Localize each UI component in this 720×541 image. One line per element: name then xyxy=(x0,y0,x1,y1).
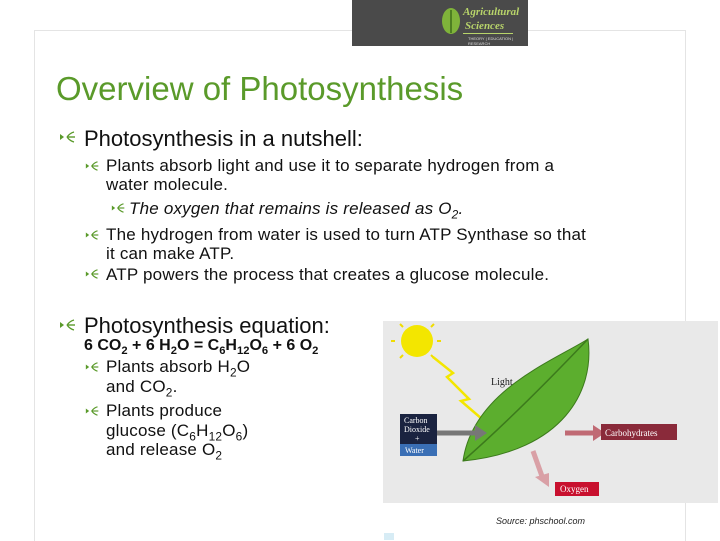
oxygen-label: Oxygen xyxy=(560,484,589,494)
nutshell-bullet-3: ATP powers the process that creates a glucose molecule. xyxy=(106,265,550,284)
corner-mark xyxy=(384,533,394,540)
bullet-text: Plants absorb H xyxy=(106,357,230,376)
logo xyxy=(352,0,528,46)
equation-heading: Photosynthesis equation: xyxy=(84,313,330,338)
bullet-text: O xyxy=(222,421,236,440)
logo-tagline: THEORY | EDUCATION | RESEARCH xyxy=(468,36,514,46)
bullet-text: H xyxy=(196,421,209,440)
eq-part: O xyxy=(249,337,262,354)
equation-bullet-2-line1: Plants produce xyxy=(106,401,223,420)
subscript: 2 xyxy=(215,448,223,463)
logo-divider xyxy=(463,33,513,34)
eq-part: + 6 H xyxy=(127,337,171,354)
bullet-text: O xyxy=(236,357,251,376)
plus-label: + xyxy=(415,434,420,443)
diagram-svg xyxy=(383,321,718,503)
logo-text-2: Sciences xyxy=(465,20,505,32)
eq-part: O = C xyxy=(176,337,220,354)
light-label: Light xyxy=(491,377,513,388)
light-bolt-icon xyxy=(433,357,489,425)
nutshell-subbullet xyxy=(129,199,463,221)
bullet-icon xyxy=(58,131,78,143)
subscript: 6 xyxy=(235,429,243,444)
bullet-text: and CO xyxy=(106,377,166,396)
dioxide-label: Dioxide xyxy=(404,425,430,434)
logo-text-1: Agricultural xyxy=(463,6,520,18)
nutshell-bullet-2-line1: The hydrogen from water is used to turn ATP Synthase so that xyxy=(106,225,587,244)
bullet-text: ) xyxy=(242,421,249,440)
eq-sub: 6 xyxy=(219,345,226,358)
nutshell-bullet-1-line1: Plants absorb light and use it to separate hydrogen from a xyxy=(106,156,555,175)
bullet-icon xyxy=(84,406,101,416)
bullet-text: glucose (C xyxy=(106,421,190,440)
equation-bullet-2-line3 xyxy=(106,440,222,462)
image-source: Source: phschool.com xyxy=(496,516,586,526)
sun-icon xyxy=(401,325,433,357)
bullet-text: . xyxy=(172,377,178,396)
bullet-icon xyxy=(84,362,101,372)
eq-sub: 2 xyxy=(312,345,319,358)
eq-sub: 6 xyxy=(261,345,269,358)
oxygen-arrow-icon xyxy=(533,451,543,479)
eq-sub: 2 xyxy=(170,345,177,358)
subscript: 2 xyxy=(229,365,237,380)
photosynthesis-diagram xyxy=(383,321,718,503)
subscript: 12 xyxy=(208,429,223,444)
equation-bullet-1-line2 xyxy=(106,377,178,399)
nutshell-bullet-2-line2: it can make ATP. xyxy=(106,244,235,263)
eq-part: + 6 O xyxy=(268,337,313,354)
eq-part: H xyxy=(225,337,237,354)
leaf-logo-icon xyxy=(440,6,462,36)
bullet-icon xyxy=(84,161,101,171)
bullet-text: and release O xyxy=(106,440,216,459)
photosynthesis-equation xyxy=(84,337,318,357)
slide-title: Overview of Photosynthesis xyxy=(56,70,464,107)
subscript: 2 xyxy=(451,207,459,222)
subbullet-text: The oxygen that remains is released as O xyxy=(129,199,452,218)
bullet-icon xyxy=(110,203,127,213)
water-label: Water xyxy=(405,446,424,455)
bullet-icon xyxy=(84,230,101,240)
carbohydrates-label: Carbohydrates xyxy=(605,428,658,438)
subbullet-end: . xyxy=(458,199,464,218)
eq-part: 6 CO xyxy=(84,337,122,354)
bullet-icon xyxy=(58,319,78,331)
subscript: 2 xyxy=(165,385,173,400)
nutshell-heading: Photosynthesis in a nutshell: xyxy=(84,126,363,151)
eq-sub: 12 xyxy=(236,345,250,358)
carbon-label: Carbon xyxy=(404,416,428,425)
nutshell-bullet-1-line2: water molecule. xyxy=(106,175,229,194)
oxygen-arrowhead-icon xyxy=(535,473,549,487)
subscript: 6 xyxy=(189,429,197,444)
eq-sub: 2 xyxy=(121,345,128,358)
bullet-icon xyxy=(84,269,101,279)
